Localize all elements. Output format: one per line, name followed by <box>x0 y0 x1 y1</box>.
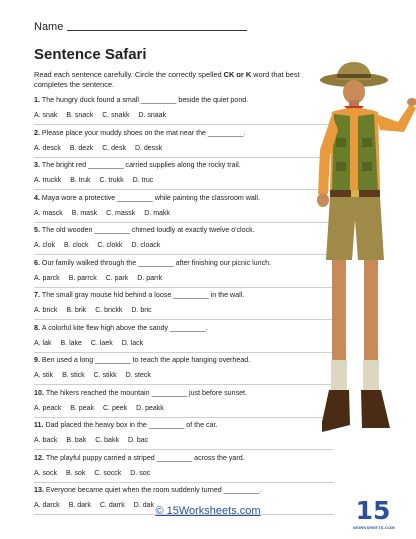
question-sentence: A colorful kite flew high above the sandy _________. <box>41 323 208 332</box>
answer-options <box>34 339 324 348</box>
question-divider <box>34 124 334 125</box>
answer-option[interactable]: C. darrk <box>99 502 125 509</box>
logo-subtitle: WORKSHEETS.COM <box>353 525 395 530</box>
answer-options <box>34 306 324 315</box>
question-number: 2. <box>34 128 40 137</box>
answer-options <box>34 176 324 185</box>
question-sentence: Maya wore a protective _________ while painting the classroom wall. <box>41 193 260 202</box>
answer-option[interactable]: C. stikk <box>93 372 117 379</box>
question-divider <box>34 449 334 450</box>
question-item <box>34 194 324 227</box>
answer-option[interactable]: A. parck <box>34 274 60 282</box>
question-sentence: Everyone became quiet when the room suddenly turned _________. <box>45 486 262 494</box>
question-item <box>34 226 324 259</box>
question-item <box>34 389 324 422</box>
answer-option[interactable]: A. stik <box>34 372 54 379</box>
question-divider <box>34 352 334 353</box>
question-divider <box>34 384 334 385</box>
instructions <box>34 70 334 90</box>
answer-options <box>34 469 324 478</box>
answer-option[interactable]: A. lak <box>34 339 52 347</box>
question-item <box>34 291 324 324</box>
answer-option[interactable]: A. brick <box>34 307 58 314</box>
answer-options <box>34 144 324 153</box>
question-number: 1. <box>34 96 40 104</box>
question-text <box>34 96 324 105</box>
question-item <box>34 259 324 292</box>
question-sentence: The playful puppy carried a striped _________ across the yard. <box>45 453 245 462</box>
question-item <box>34 129 324 162</box>
question-text <box>34 291 324 300</box>
question-sentence: The small gray mouse hid behind a loose _________ in the wall. <box>41 291 245 299</box>
answer-options <box>34 111 324 120</box>
answer-option[interactable]: A. desck <box>34 144 61 152</box>
question-item <box>34 324 324 357</box>
worksheets-logo <box>353 498 393 532</box>
answer-option[interactable]: D. steck <box>125 372 151 379</box>
question-sentence: The hikers reached the mountain _________ just before sunset. <box>45 388 247 397</box>
answer-option[interactable]: B. stick <box>62 372 85 379</box>
answer-option[interactable]: D. parrk <box>137 274 163 282</box>
answer-option[interactable]: B. brik <box>66 307 87 314</box>
question-text <box>34 129 324 138</box>
answer-option[interactable]: B. bak <box>66 437 87 444</box>
answer-option[interactable]: A. truckk <box>34 177 62 184</box>
question-number: 11. <box>34 421 44 429</box>
question-divider <box>34 417 334 418</box>
page-title: Sentence Safari <box>34 46 147 63</box>
question-text <box>34 486 324 495</box>
answer-options <box>34 209 324 218</box>
answer-option[interactable]: A. clok <box>34 242 56 249</box>
answer-option[interactable]: C. socck <box>94 469 122 477</box>
answer-option[interactable]: B. sok <box>65 469 86 477</box>
answer-option[interactable]: D. makk <box>144 209 170 217</box>
answer-option[interactable]: D. peakk <box>136 404 164 412</box>
safari-explorer-illustration <box>300 60 416 500</box>
answer-option[interactable]: B. dark <box>68 502 91 509</box>
question-text <box>34 421 324 430</box>
answer-option[interactable]: C. trukk <box>99 177 124 184</box>
answer-option[interactable]: D. lack <box>121 339 144 347</box>
answer-option[interactable]: D. snaak <box>138 112 167 119</box>
question-sentence: The old wooden _________ chimed loudly at exactly twelve o'clock. <box>41 226 255 234</box>
question-sentence: Ben used a long _________ to reach the apple hanging overhead. <box>41 356 251 364</box>
question-text <box>34 356 324 365</box>
answer-option[interactable]: C. snakk <box>102 112 130 119</box>
question-number: 6. <box>34 258 40 267</box>
question-divider <box>34 319 334 320</box>
question-divider <box>34 482 334 483</box>
instructions-bold: CK or K <box>223 70 252 79</box>
logo-number: 15 <box>355 496 391 525</box>
question-text <box>34 389 324 398</box>
answer-option[interactable]: B. truk <box>70 177 91 184</box>
answer-option[interactable]: A. sock <box>34 469 57 477</box>
answer-option[interactable]: C. clokk <box>97 242 123 249</box>
question-sentence: Dad placed the heavy box in the _________ of the car. <box>45 421 218 429</box>
question-number: 5. <box>34 226 40 234</box>
question-text <box>34 161 324 170</box>
answer-option[interactable]: D. cloack <box>131 242 161 249</box>
question-number: 13. <box>34 486 44 494</box>
question-divider <box>34 157 334 158</box>
answer-options <box>34 241 324 250</box>
answer-option[interactable]: B. dezk <box>69 144 94 152</box>
question-divider <box>34 287 334 288</box>
answer-option[interactable]: A. snak <box>34 112 58 119</box>
answer-option[interactable]: D. dessk <box>134 144 163 152</box>
answer-option[interactable]: D. bric <box>131 307 152 314</box>
copyright-link[interactable]: © 15Worksheets.com <box>155 505 261 517</box>
question-divider <box>34 189 334 190</box>
question-text <box>34 324 324 333</box>
question-item <box>34 356 324 389</box>
answer-option[interactable]: C. bakk <box>95 437 119 444</box>
question-number: 8. <box>34 323 40 332</box>
instructions-post: word that best completes the sentence. <box>34 70 300 89</box>
answer-options <box>34 404 324 413</box>
answer-options <box>34 274 324 283</box>
question-item <box>34 454 324 487</box>
answer-option[interactable]: D. truc <box>132 177 154 184</box>
question-text <box>34 454 324 463</box>
instructions-pre: Read each sentence carefully. Circle the correctly spelled <box>34 70 224 79</box>
question-sentence: The hungry duck found a small _________ beside the quiet pond. <box>41 96 249 104</box>
answer-option[interactable]: C. laek <box>90 339 113 347</box>
answer-option[interactable]: B. parrck <box>68 274 97 282</box>
question-divider <box>34 254 334 255</box>
answer-options <box>34 371 324 380</box>
question-sentence: Our family walked through the _________ after finishing our picnic lunch. <box>41 258 272 267</box>
question-item <box>34 161 324 194</box>
answer-option[interactable]: B. snack <box>66 112 94 119</box>
answer-option[interactable]: D. bac <box>127 437 149 444</box>
answer-option[interactable]: C. desk <box>102 144 126 152</box>
question-list <box>34 96 324 519</box>
question-divider <box>34 222 334 223</box>
name-label: Name <box>34 21 64 33</box>
answer-options <box>34 436 324 445</box>
question-number: 3. <box>34 161 40 169</box>
question-number: 4. <box>34 193 40 202</box>
question-item <box>34 96 324 129</box>
answer-option[interactable]: B. mask <box>71 209 98 217</box>
answer-option[interactable]: D. dak <box>133 502 155 509</box>
answer-option[interactable]: C. massk <box>106 209 136 217</box>
answer-option[interactable]: B. peak <box>70 404 94 412</box>
name-line[interactable] <box>67 30 247 31</box>
question-item <box>34 421 324 454</box>
question-number: 12. <box>34 453 44 462</box>
answer-option[interactable]: B. clock <box>64 242 89 249</box>
question-text <box>34 194 324 203</box>
question-sentence: The bright red _________ carried supplies along the rocky trail. <box>41 161 241 169</box>
answer-option[interactable]: C. peek <box>103 404 128 412</box>
answer-option[interactable]: B. lake <box>60 339 82 347</box>
answer-option[interactable]: C. park <box>105 274 129 282</box>
question-number: 9. <box>34 356 40 364</box>
name-row <box>34 21 247 33</box>
question-text <box>34 226 324 235</box>
question-number: 7. <box>34 291 40 299</box>
question-sentence: Please place your muddy shoes on the mat near the _________. <box>41 128 246 137</box>
answer-option[interactable]: D. soc <box>130 469 151 477</box>
answer-option[interactable]: A. masck <box>34 209 63 217</box>
answer-option[interactable]: A. darck <box>34 502 60 509</box>
question-number: 10. <box>34 388 44 397</box>
question-text <box>34 259 324 268</box>
answer-option[interactable]: C. brickk <box>95 307 123 314</box>
answer-option[interactable]: A. peack <box>34 404 62 412</box>
answer-option[interactable]: A. back <box>34 437 58 444</box>
